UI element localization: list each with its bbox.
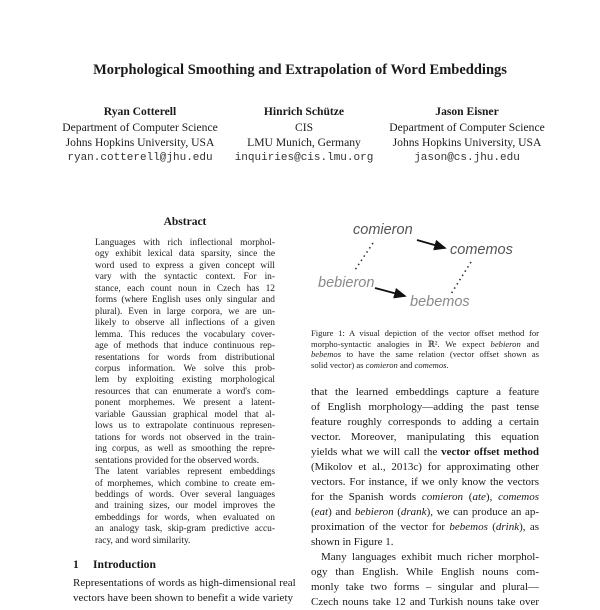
text-line: vector. Moreover, manipulating this equation — [311, 431, 539, 443]
text-line: of morphemes, which combine to create em- — [95, 478, 275, 489]
author-block-schutze — [224, 104, 384, 166]
text-line: likely to observe all inflections of a given — [95, 318, 275, 329]
author-affiliation: CIS — [294, 120, 314, 134]
author-affiliation: Johns Hopkins University, USA — [392, 136, 542, 149]
text-line: monly take two forms – singular and plural— — [311, 581, 539, 593]
text-line: resources that can enumerate a word's com- — [95, 386, 275, 397]
dotted-link-left — [355, 243, 373, 270]
text-line: lemma. This reduces the vocabulary cover- — [95, 329, 275, 340]
text-line: vectors. For instance, if we only know the vectors — [311, 476, 539, 488]
paper-title: Morphological Smoothing and Extrapolation of Word Embeddings — [93, 62, 507, 78]
text-line: shown in Figure 1. — [311, 536, 394, 548]
text-line: ogy than English. While English nouns com- — [311, 566, 539, 578]
text-line: Czech nouns take 12 and Turkish nouns take over — [311, 596, 539, 608]
text-line: ponent morphemes. We present a latent- — [95, 398, 275, 409]
author-affiliation: LMU Munich, Germany — [247, 136, 361, 149]
figure-word-bebieron: bebieron — [318, 275, 375, 291]
text-line: tations for words not observed in the train- — [95, 432, 275, 443]
offset-arrow-top — [417, 240, 445, 248]
text-line: The latent variables represent embeddings — [95, 467, 275, 478]
text-line: proximation of the vector for bebemos (drink), as — [311, 521, 540, 533]
text-line: (eat) and bebieron (drank), we can produce an ap- — [311, 506, 539, 518]
text-line: feature roughly corresponds to adding a certain — [311, 416, 539, 428]
text-line: word used to express a given concept will — [95, 260, 275, 271]
text-line: sentations provided for the observed words. — [95, 455, 260, 466]
author-name: Jason Eisner — [435, 105, 499, 118]
section-number: 1 — [73, 558, 79, 571]
text-line: Figure 1: A visual depiction of the vector offset method for — [311, 328, 539, 338]
text-line: racy, and word similarity. — [95, 535, 191, 546]
text-line: morpho-syntactic analogies in ℝ². We expect bebieron and — [311, 338, 540, 349]
figure-1-caption — [311, 328, 539, 370]
text-line: resentations for words from distributional — [95, 352, 275, 363]
figure-word-bebemos: bebemos — [410, 294, 470, 310]
figure-1-vector-offset — [305, 210, 545, 330]
offset-arrow-bottom — [375, 288, 405, 296]
text-line: ogy exhibit lexical data sparsity, since the — [95, 249, 275, 260]
text-line: age of methods that induce continuous rep- — [95, 341, 275, 352]
text-line: variable Gaussian graphical model that al- — [95, 409, 275, 420]
right-column-body — [311, 385, 539, 610]
author-block-eisner — [382, 104, 552, 166]
text-line: and training sizes, our model improves the — [95, 501, 275, 512]
author-email[interactable]: inquiries@cis.lmu.org — [234, 151, 374, 164]
text-line: vectors have been shown to benefit a wide variety — [73, 592, 293, 604]
author-affiliation: Johns Hopkins University, USA — [65, 136, 215, 149]
text-line: lem by exploiting existing morphological — [95, 375, 275, 386]
author-affiliation: Department of Computer Science — [62, 120, 218, 134]
text-line: an analogy task, skip-gram predictive accu- — [95, 524, 275, 535]
text-line: stance, each count noun in Czech has 12 — [95, 283, 275, 294]
author-email[interactable]: jason@cs.jhu.edu — [414, 151, 520, 164]
figure-arrows — [305, 210, 545, 330]
author-name: Hinrich Schütze — [263, 105, 345, 118]
text-line: corpus information. We solve this prob- — [95, 363, 275, 374]
text-line: ing corpus, as well as smoothing the repre- — [95, 444, 275, 455]
abstract-heading: Abstract — [163, 216, 207, 228]
figure-word-comemos: comemos — [450, 242, 513, 258]
text-line: plural). Even in large corpora, we are un- — [95, 306, 275, 317]
figure-word-comieron: comieron — [353, 222, 413, 238]
section-heading-introduction — [73, 558, 156, 571]
dotted-link-right — [451, 262, 471, 294]
text-line: embeddings for words, when evaluated on — [95, 512, 275, 523]
text-line: of English morphology—adding the past tense — [311, 401, 539, 413]
text-line: beddings of words. Over several languages — [95, 489, 275, 500]
text-line: bebemos to have the same relation (vector offset shown as — [311, 349, 539, 360]
author-affiliation: Department of Computer Science — [389, 120, 545, 134]
text-line: forms (where English uses only singular and — [95, 295, 275, 306]
introduction-body — [73, 576, 296, 606]
text-line: Representations of words as high-dimensional real — [73, 577, 296, 589]
text-line: yields what we will call the vector offset method — [311, 446, 539, 458]
text-line: Languages with rich inflectional morphol- — [95, 238, 275, 248]
text-line: vary with the syntactic context. For in- — [95, 272, 275, 283]
author-block-cotterell — [55, 104, 225, 166]
author-email[interactable]: ryan.cotterell@jhu.edu — [67, 151, 213, 164]
text-line: that the learned embeddings capture a feature — [311, 386, 539, 398]
text-line: for the Spanish words comieron (ate), comemos — [311, 491, 539, 503]
text-line: (Mikolov et al., 2013c) for approximating other — [311, 461, 539, 473]
abstract-body — [95, 238, 275, 547]
text-line: solid vector) as comieron and comemos. — [311, 359, 449, 370]
section-title: Introduction — [93, 558, 156, 571]
text-line: Many languages exhibit much richer morphol- — [321, 551, 539, 563]
author-name: Ryan Cotterell — [103, 105, 177, 118]
text-line: lows us to extrapolate continuous represen- — [95, 421, 275, 432]
